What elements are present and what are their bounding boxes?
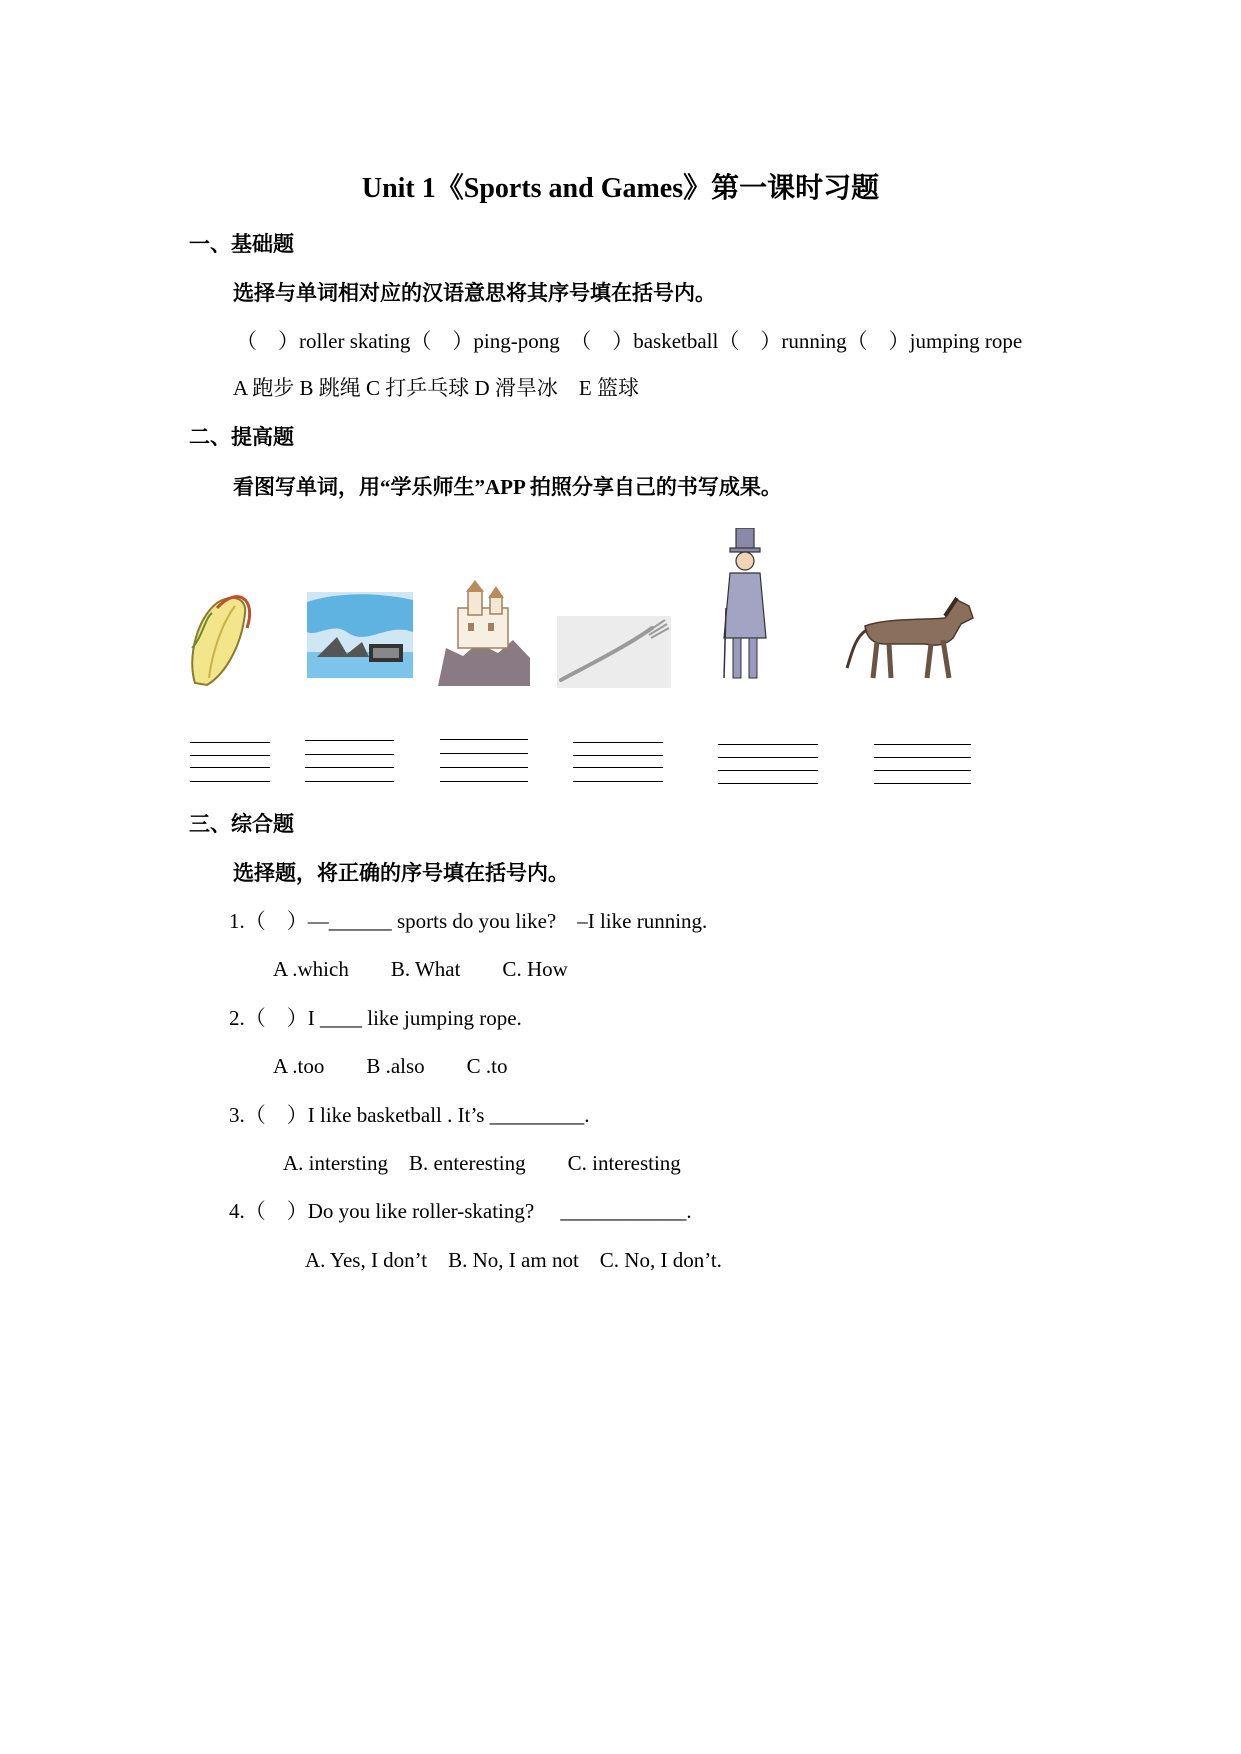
castle-picture [438,578,530,686]
section3-heading: 三、综合题 [189,812,294,836]
section1-words-line: （ ）roller skating（ ）ping-pong （ ）basketball（ ）running（ ）jumping rope [236,329,1023,353]
question-4-options: A. Yes, I don’t B. No, I am not C. No, I don’t. [305,1248,722,1272]
section3-instruction: 选择题，将正确的序号填在括号内。 [233,861,569,885]
harbor-picture [307,592,413,678]
section2-heading: 二、提高题 [189,425,294,449]
section1-options-line: A 跑步 B 跳绳 C 打乒乓球 D 滑旱冰 E 篮球 [233,376,640,400]
question-3-options: A. intersting B. enteresting C. interesting [283,1151,681,1175]
question-1-options: A .which B. What C. How [273,957,568,981]
corn-picture [187,588,257,688]
horse-picture [845,596,977,682]
question-2-options: A .too B .also C .to [273,1054,508,1078]
page-title: Unit 1《Sports and Games》第一课时习题 [361,173,880,204]
section1-heading: 一、基础题 [189,232,294,256]
question-2-stem: 2.（ ）I ____ like jumping rope. [229,1006,522,1030]
gentleman-picture [720,528,770,684]
section2-instruction: 看图写单词，用“学乐师生”APP 拍照分享自己的书写成果。 [233,475,782,499]
fork-picture [557,616,671,688]
question-1-stem: 1.（ ）—______ sports do you like? –I like running. [229,909,708,933]
question-3-stem: 3.（ ）I like basketball . It’s _________. [229,1103,590,1127]
question-4-stem: 4.（ ）Do you like roller-skating? ____________. [229,1199,692,1223]
section1-instruction: 选择与单词相对应的汉语意思将其序号填在括号内。 [233,281,716,305]
